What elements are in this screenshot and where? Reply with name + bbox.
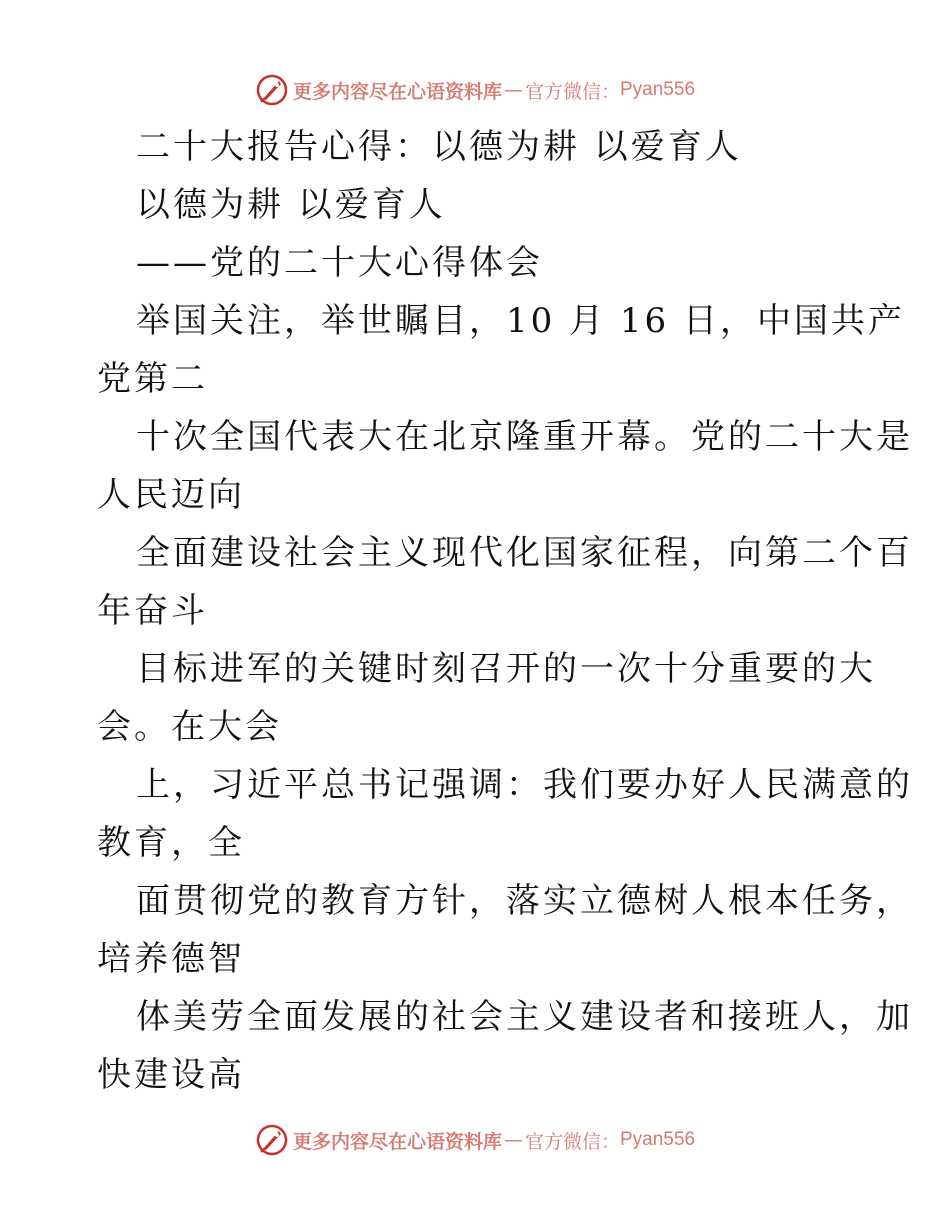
paragraph-line: 人民迈向 [97,475,245,515]
paragraph-line: 培养德智 [97,939,245,979]
paragraph-line: 年奋斗 [97,591,208,631]
banner-site-text: 更多内容尽在心语资料库 [292,80,502,103]
paragraph-line: 全面建设社会主义现代化国家征程，向第二个百 [136,533,913,573]
paragraph-line: 十次全国代表大在北京隆重开幕。党的二十大是 [136,417,913,457]
banner-site-text: 更多内容尽在心语资料库 [292,1130,502,1153]
banner-wechat-id: Pyan556 [620,1129,696,1150]
document-subtitle: 以德为耕 以爱育人 [136,185,446,225]
paragraph-line: 体美劳全面发展的社会主义建设者和接班人，加 [136,997,913,1037]
banner-wechat-label: 官方微信： [524,80,620,103]
paragraph-line: 党第二 [97,359,208,399]
paragraph-line: 会。在大会 [97,707,282,747]
document-title: 二十大报告心得：以德为耕 以爱育人 [136,127,742,167]
paragraph-line: 面贯彻党的教育方针，落实立德树人根本任务， [136,881,913,921]
banner-wechat-id: Pyan556 [620,79,696,100]
header-banner [0,70,950,110]
paragraph-line: 教育，全 [97,823,245,863]
quill-pen-logo-icon [255,1123,289,1157]
paragraph-line: 上，习近平总书记强调：我们要办好人民满意的 [136,765,913,805]
quill-pen-logo-icon [255,73,289,107]
paragraph-line: 目标进军的关键时刻召开的一次十分重要的大 [136,649,876,689]
banner-wechat-label: 官方微信： [524,1130,620,1153]
banner-dash: — [503,1129,523,1151]
banner-dash: — [503,79,523,101]
document-subheading: ——党的二十大心得体会 [136,243,543,283]
footer-banner [0,1120,950,1160]
paragraph-line: 快建设高 [97,1055,245,1095]
paragraph-line: 举国关注，举世瞩目，10 月 16 日，中国共产 [136,301,905,341]
